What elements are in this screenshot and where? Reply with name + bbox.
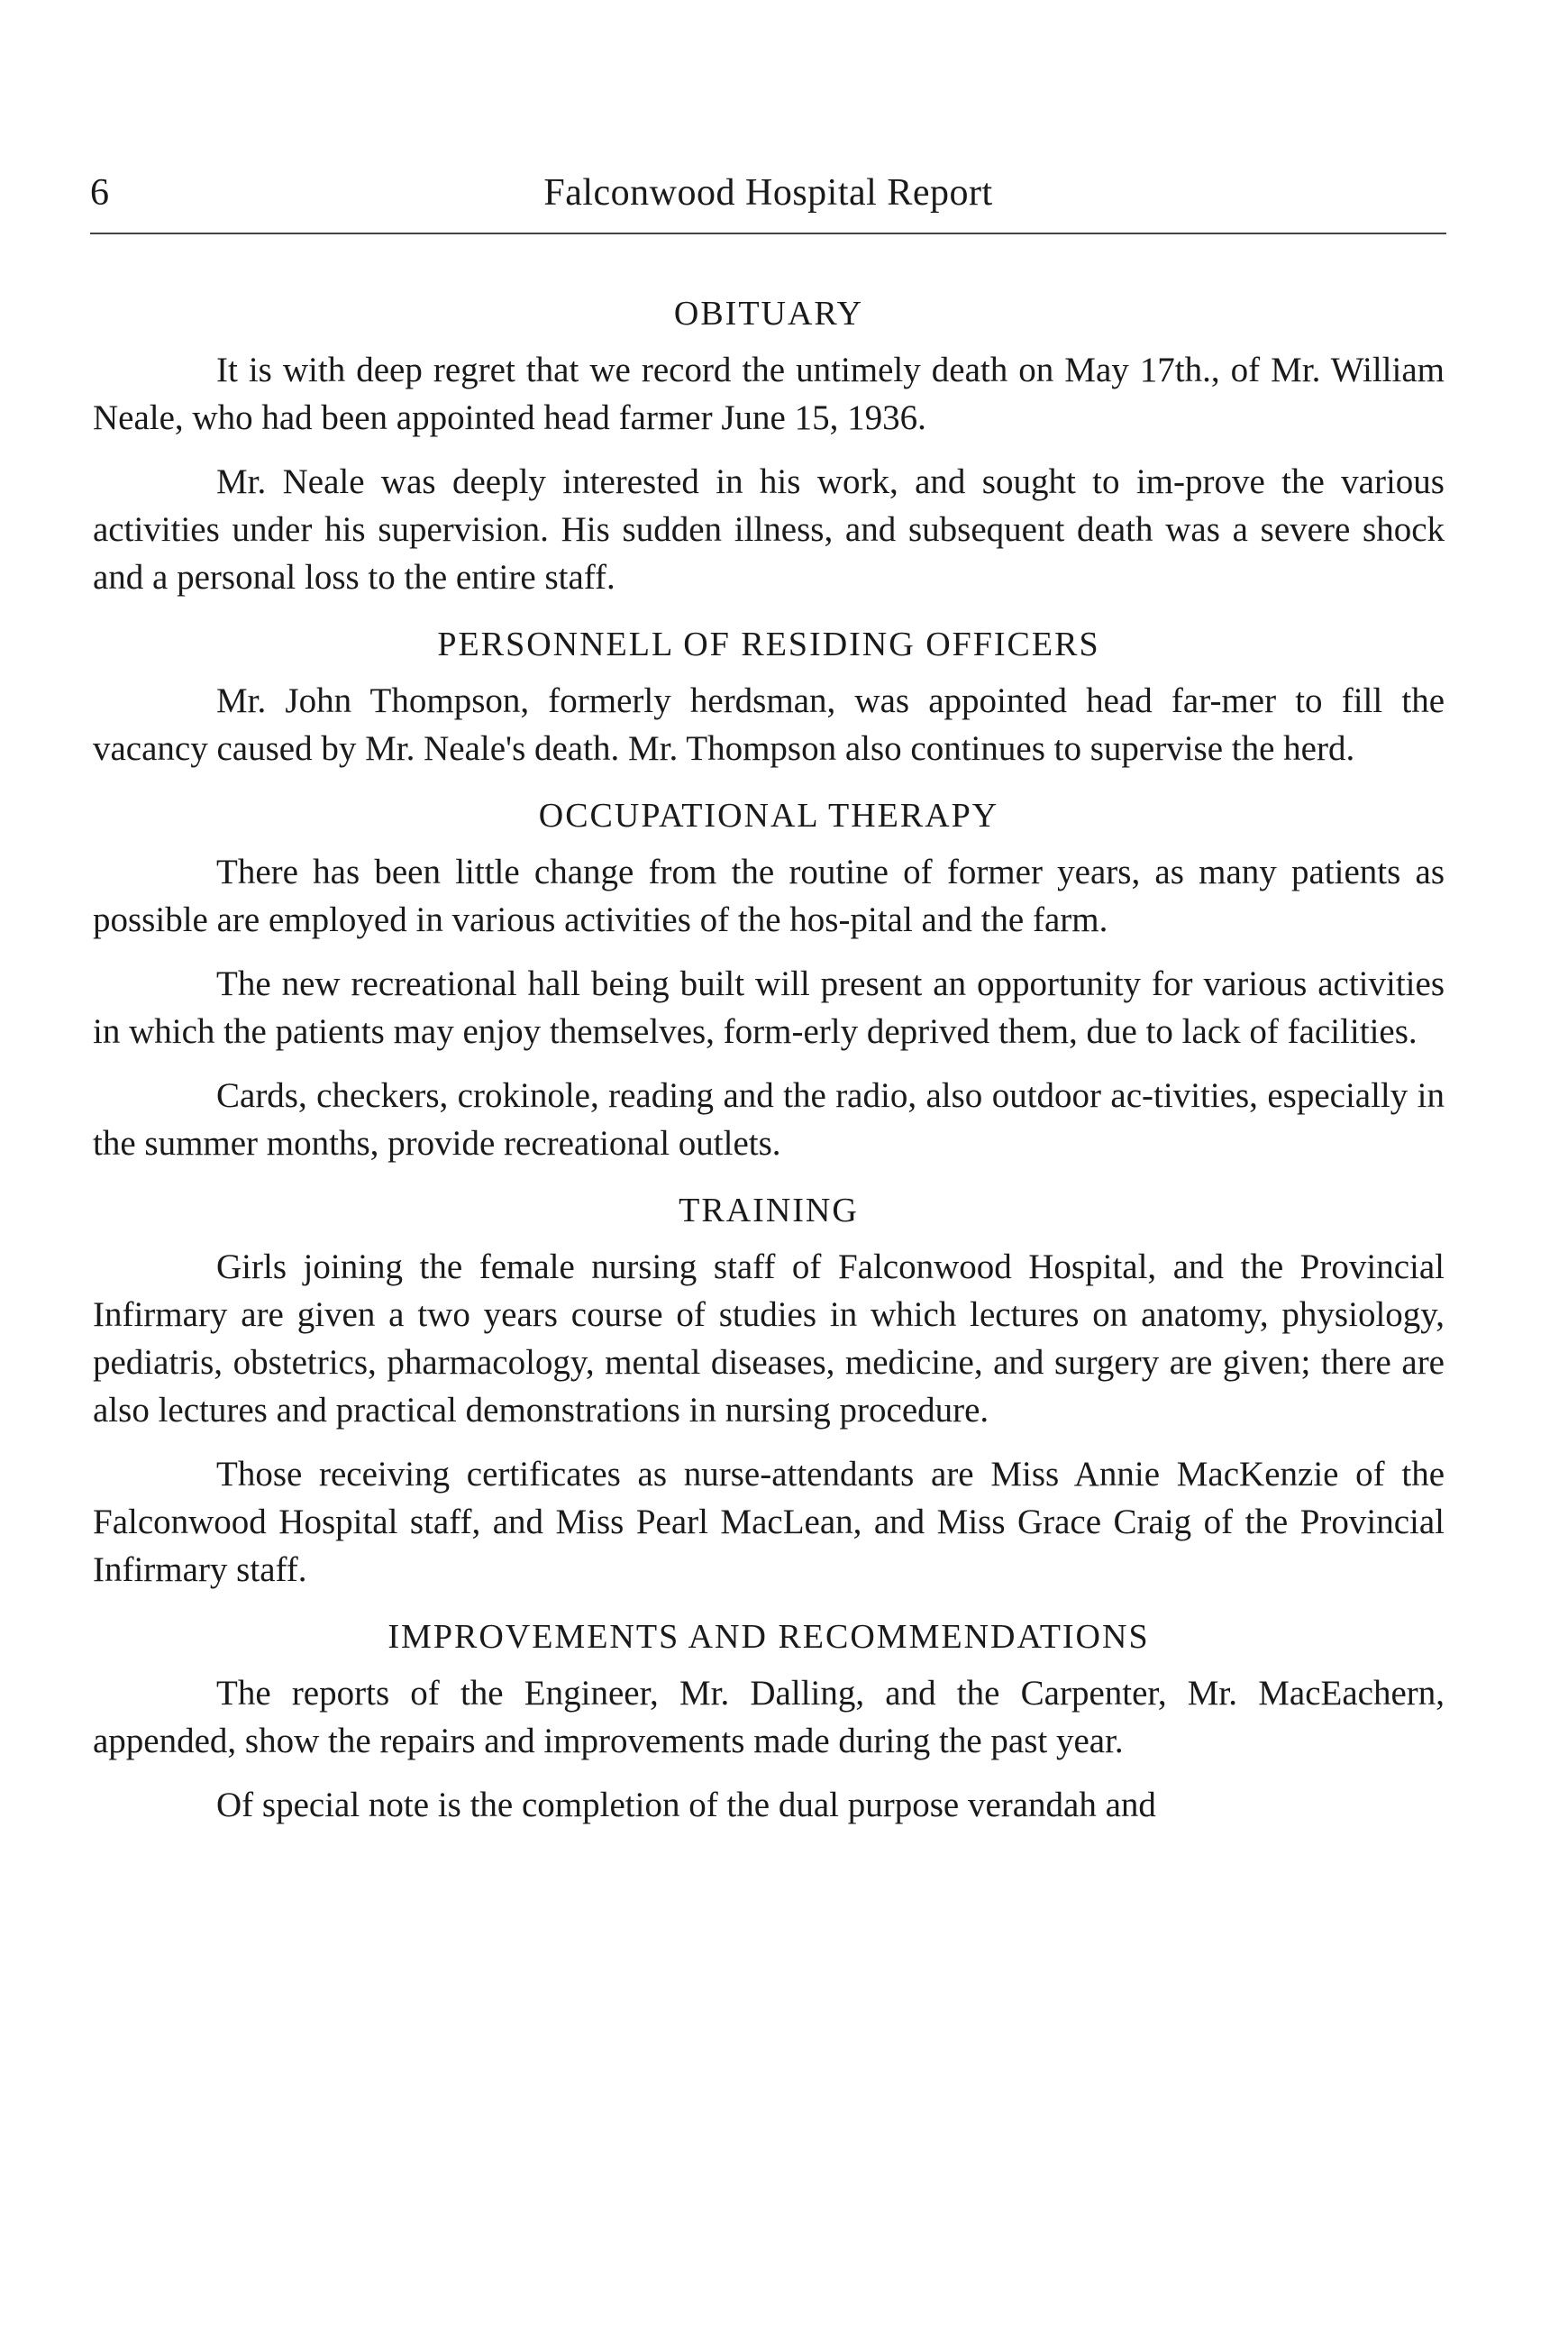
paragraph: There has been little change from the routine of former years, as many patients as possible are employed in various activities of the hos-pital and the farm. bbox=[93, 853, 1445, 939]
section-heading-obituary: OBITUARY bbox=[673, 295, 864, 333]
paragraph: Of special note is the completion of the dual purpose verandah and bbox=[216, 1786, 1156, 1824]
paragraph: Mr. John Thompson, formerly herdsman, was appointed head far-mer to fill the vacancy caused by Mr. Neale's death. Mr. Thompson also continues to supervise the herd. bbox=[93, 681, 1445, 768]
paragraph: Mr. Neale was deeply interested in his work, and sought to im-prove the various activities under his supervision. His sudden illness, and subsequent death was a severe shock and a personal loss to the entire staff. bbox=[93, 462, 1445, 597]
paragraph: The new recreational hall being built will present an opportunity for various activities in which the patients may enjoy themselves, form-erly deprived them, due to lack of facilities. bbox=[93, 964, 1445, 1051]
running-header bbox=[90, 171, 1446, 225]
running-title: Falconwood Hospital Report bbox=[543, 172, 993, 214]
header-rule bbox=[90, 233, 1446, 234]
page-number: 6 bbox=[90, 172, 110, 214]
section-heading-personnell: PERSONNELL OF RESIDING OFFICERS bbox=[437, 626, 1100, 663]
section-heading-training: TRAINING bbox=[679, 1192, 859, 1229]
section-heading-improvements: IMPROVEMENTS AND RECOMMENDATIONS bbox=[387, 1618, 1150, 1656]
body-text bbox=[93, 290, 1445, 1829]
paragraph: It is with deep regret that we record the untimely death on May 17th., of Mr. William Neale, who had been appointed head farmer June 15, 1936. bbox=[93, 351, 1445, 437]
paragraph: The reports of the Engineer, Mr. Dalling, and the Carpenter, Mr. MacEachern, appended, show the repairs and improvements made during the past year. bbox=[93, 1674, 1445, 1760]
paragraph: Cards, checkers, crokinole, reading and the radio, also outdoor ac-tivities, especially in the summer months, provide recreational outlets. bbox=[93, 1076, 1445, 1163]
section-heading-occupational-therapy: OCCUPATIONAL THERAPY bbox=[538, 797, 999, 835]
paragraph: Girls joining the female nursing staff of Falconwood Hospital, and the Provincial Infirmary are given a two years course of studies in which lectures on anatomy, physiology, pediatris, obstetrics, pharmacology, mental diseases, medicine, and surgery are given; there are also lectures and practical demonstrations in nursing procedure. bbox=[93, 1247, 1445, 1430]
paragraph: Those receiving certificates as nurse-attendants are Miss Annie MacKenzie of the Falconwood Hospital staff, and Miss Pearl MacLean, and Miss Grace Craig of the Provincial Infirmary staff. bbox=[93, 1455, 1445, 1589]
